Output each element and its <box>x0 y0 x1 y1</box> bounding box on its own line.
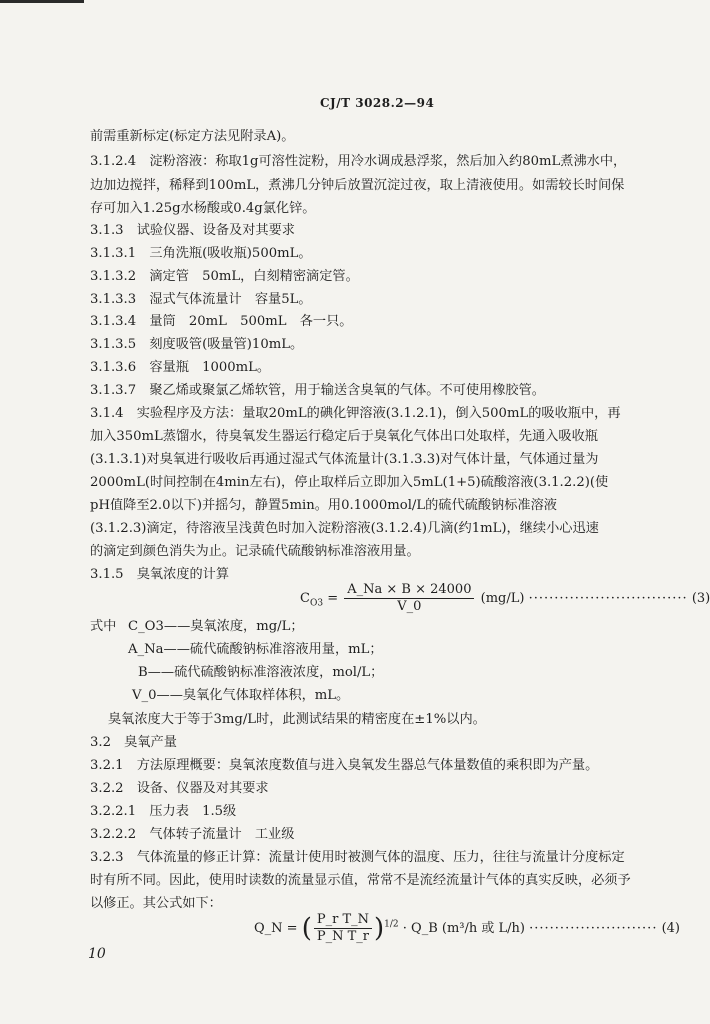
formula-4-rest: · Q_B (m³/h 或 L/h) <box>402 921 525 936</box>
text-line: 3.1.3.6 容量瓶 1000mL。 <box>90 360 271 375</box>
text-line: 2000mL(时间控制在4min左右)，停止取样后立即加入5mL(1+5)硫酸溶液(3.1.2.2)(使 <box>90 475 609 490</box>
formula-4-fraction <box>314 912 372 945</box>
text-line: 的滴定到颜色消失为止。记录硫代硫酸钠标准溶液用量。 <box>90 544 420 559</box>
formula-3-denominator: V_0 <box>397 599 422 614</box>
page-number: 10 <box>88 946 106 962</box>
text-line: 加入350mL蒸馏水，待臭氧发生器运行稳定后于臭氧化气体出口处取样，先通入吸收瓶 <box>90 429 598 444</box>
scan-edge-mark <box>0 0 84 3</box>
text-line: 前需重新标定(标定方法见附录A)。 <box>90 129 295 144</box>
text-line: 3.1.3.5 刻度吸管(吸量管)10mL。 <box>90 337 304 352</box>
text-line: 3.1.2.4 淀粉溶液：称取1g可溶性淀粉，用冷水调成悬浮浆，然后加入约80mL煮沸水中， <box>90 154 627 169</box>
formula-4-lhs: Q_N <box>254 921 283 936</box>
text-line: 臭氧浓度大于等于3mg/L时，此测试结果的精密度在±1%以内。 <box>108 712 486 727</box>
legend-intro: 式中 <box>90 619 117 634</box>
section-heading: 3.2 臭氧产量 <box>90 735 177 750</box>
text-line: 3.2.3 气体流量的修正计算：流量计使用时被测气体的温度、压力，往往与流量计分度标定 <box>90 850 625 865</box>
section-heading: 3.1.5 臭氧浓度的计算 <box>90 567 230 582</box>
formula-3-lhs-sub: O3 <box>309 598 324 609</box>
text-line: 3.1.3.1 三角洗瓶(吸收瓶)500mL。 <box>90 246 312 261</box>
text-line: pH值降至2.0以下)并摇匀，静置5min。用0.1000mol/L的硫代硫酸钠标准溶液 <box>90 498 557 513</box>
formula-3-fraction <box>344 582 474 615</box>
page-header: CJ/T 3028.2—94 <box>320 96 435 110</box>
legend-item: V_0——臭氧化气体取样体积，mL。 <box>132 688 350 703</box>
formula-3-leader: ······························· <box>528 591 688 606</box>
text-line: 3.1.3.2 滴定管 50mL，白刻精密滴定管。 <box>90 269 359 284</box>
formula-4-denominator: P_N T_r <box>316 929 370 944</box>
formula-4-leader: ························· <box>529 921 658 936</box>
text-line: 3.1.4 实验程序及方法：量取20mL的碘化钾溶液(3.1.2.1)，倒入500mL的吸收瓶中，再 <box>90 406 621 421</box>
formula-4-paren: ) <box>374 913 385 944</box>
text-line: 3.1.3.3 湿式气体流量计 容量5L。 <box>90 292 312 307</box>
formula-3: $C_{O3}$ = $\frac{A\_Na \times B \times 24000}{V\_0}$ (mg/L) ······························· (3) <box>300 582 710 614</box>
section-heading: 3.2.2 设备、仪器及对其要求 <box>90 781 269 796</box>
text-line: 边加边搅拌，稀释到100mL，煮沸几分钟后放置沉淀过夜，取上清液使用。如需较长时间保 <box>90 178 625 193</box>
legend-item: C_O3——臭氧浓度，mg/L； <box>128 619 304 634</box>
formula-4-exponent: 1/2 <box>384 919 399 930</box>
text-line: (3.1.3.1)对臭氧进行吸收后再通过湿式气体流量计(3.1.3.3)对气体计量，气体通过量为 <box>90 452 599 467</box>
section-heading: 3.1.3 试验仪器、设备及对其要求 <box>90 223 295 238</box>
text-line: 时有所不同。因此，使用时读数的流量显示值，常常不是流经流量计气体的真实反映，必须予 <box>90 873 631 888</box>
text-line: 3.2.2.1 压力表 1.5级 <box>90 804 237 819</box>
text-line: (3.1.2.3)滴定，待溶液呈浅黄色时加入淀粉溶液(3.1.2.4)几滴(约1mL)，继续小心迅速 <box>90 521 599 536</box>
text-line: 3.1.3.7 聚乙烯或聚氯乙烯软管，用于输送含臭氧的气体。不可使用橡胶管。 <box>90 383 545 398</box>
formula-3-numerator: A_Na × B × 24000 <box>344 582 474 599</box>
formula-4-number: (4) <box>661 921 681 936</box>
formula-3-unit: (mg/L) <box>480 591 525 606</box>
text-line: 3.2.2.2 气体转子流量计 工业级 <box>90 827 295 842</box>
legend-item: B——硫代硫酸钠标准溶液浓度，mol/L； <box>138 665 384 680</box>
formula-4: Q_N = ( $\frac{\text{P\_r T\_N}}{\text{P\_N T\_r}}$ )$^{1/2}$ · Q_B (m³/h 或 L/h) ························· (4) <box>254 912 681 944</box>
formula-4-numerator: P_r T_N <box>314 912 372 929</box>
formula-3-lhs: C <box>300 591 310 606</box>
text-line: 3.2.1 方法原理概要：臭氧浓度数值与进入臭氧发生器总气体量数值的乘积即为产量。 <box>90 758 599 773</box>
text-line: 以修正。其公式如下： <box>90 896 222 911</box>
formula-3-number: (3) <box>691 591 710 606</box>
legend-item: A_Na——硫代硫酸钠标准溶液用量，mL； <box>128 642 383 657</box>
text-line: 3.1.3.4 量筒 20mL 500mL 各一只。 <box>90 314 353 329</box>
formula-4-paren: ( <box>301 913 312 944</box>
text-line: 存可加入1.25g水杨酸或0.4g氯化锌。 <box>90 201 316 216</box>
